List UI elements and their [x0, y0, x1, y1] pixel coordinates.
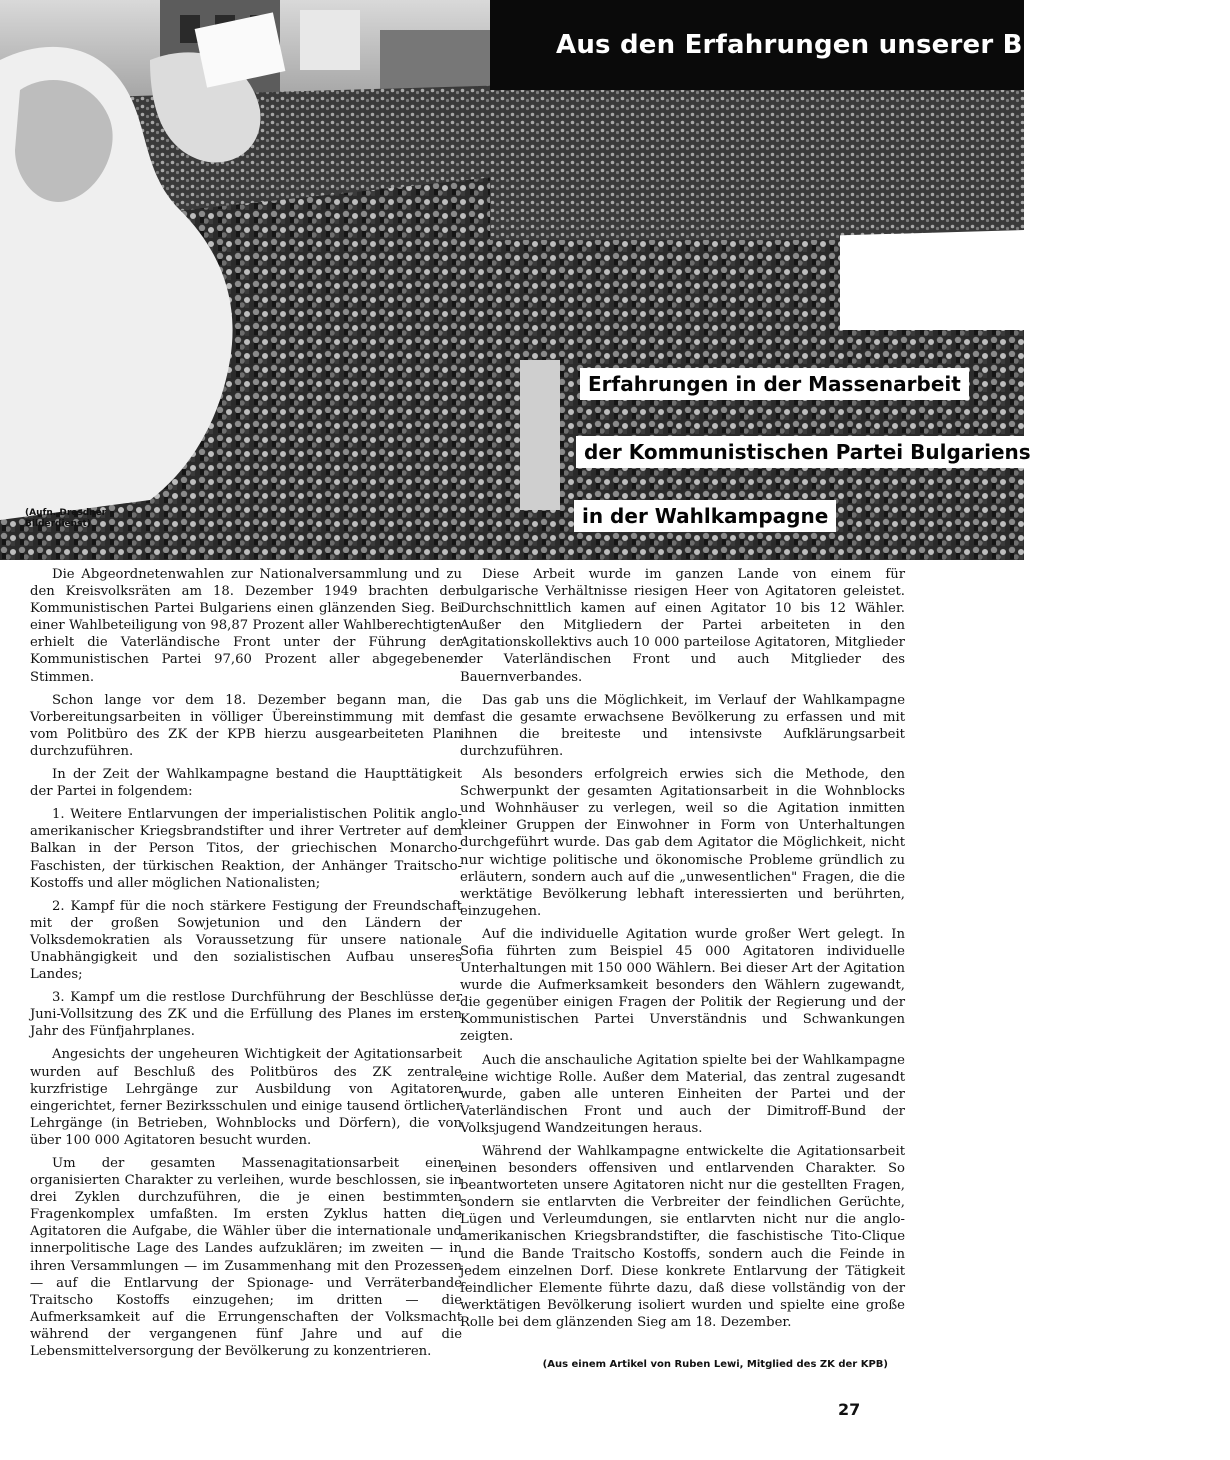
article-right-column	[460, 566, 905, 1337]
section-title: Aus den Erfahrungen unserer Bruderparteien	[490, 0, 1024, 90]
photo-credit-line: (Aufn. Dresdner	[25, 508, 107, 518]
page-number: 27	[838, 1400, 861, 1419]
paragraph: Um der gesamten Massenagitationsarbeit einen organisierten Charakter zu verleihen, wurde beschlossen, sie in drei Zyklen durchzuführen, die je einen bestimmten Fragenkomplex umfaßten. Im ersten Zyklus hatten die Agitatoren die Aufgabe, die Wähler über die internationale und innerpolitische Lage des Landes aufzuklären; im zweiten — in ihren Versammlungen — im Zusammenhang mit den Prozessen — auf die Entlarvung der Spionage- und Verräterbande Traitscho Kostoffs einzugehen; im dritten — die Aufmerksamkeit auf die Errungenschaften der Volksmacht während der vergangenen fünf Jahre und auf die Lebensmittelversorgung der Bevölkerung zu konzentrieren.	[30, 1156, 462, 1360]
article-left-column	[30, 566, 462, 1366]
paragraph: 1. Weitere Entlarvungen der imperialistischen Politik anglo-amerikanischer Kriegsbrandstifter und ihrer Vertreter auf dem Balkan in der Person Titos, der griechischen Monarcho-Faschisten, der türkischen Reaktion, der Anhänger Traitscho-Kostoffs und aller möglichen Nationalisten;	[30, 807, 462, 891]
paragraph: 3. Kampf um die restlose Durchführung der Beschlüsse der Juni-Vollsitzung des ZK und die Erfüllung des Planes im ersten Jahr des Fünfjahrplanes.	[30, 990, 462, 1040]
headline-line-3: in der Wahlkampagne	[574, 500, 836, 532]
paragraph: Als besonders erfolgreich erwies sich die Methode, den Schwerpunkt der gesamten Agitationsarbeit in die Wohnblocks und Wohnhäuser zu verlegen, weil so die Agitation inmitten kleiner Gruppen der Einwohner in Form von Unterhaltungen durchgeführt wurde. Das gab dem Agitator die Möglichkeit, nicht nur wichtige politische und ökonomische Probleme gründlich zu erläutern, sondern auch auf die „unwesentlichen" Fragen, die die werktätige Bevölkerung lebhaft interessierten und berührten, einzugehen.	[460, 767, 905, 919]
paragraph: 2. Kampf für die noch stärkere Festigung der Freundschaft mit der großen Sowjetunion und den Ländern der Volksdemokratien als Voraussetzung für unsere nationale Unabhängigkeit und den sozialistischen Aufbau unseres Landes;	[30, 898, 462, 983]
paragraph: Das gab uns die Möglichkeit, im Verlauf der Wahlkampagne fast die gesamte erwachsene Bevölkerung zu erfassen und mit ihnen die breiteste und intensivste Aufklärungsarbeit durchzuführen.	[460, 692, 905, 759]
paragraph: Die Abgeordnetenwahlen zur Nationalversammlung und zu den Kreisvolksräten am 18. Dezember 1949 brachten der Kommunistischen Partei Bulgariens einen glänzenden Sieg. Bei einer Wahlbeteiligung von 98,87 Prozent aller Wahlberechtigten erhielt die Vaterländische Front unter der Führung der Kommunistischen Partei 97,60 Prozent aller abgegebenen Stimmen.	[30, 567, 462, 685]
photo-credit-line: Bilderdienst)	[25, 519, 91, 529]
headline-line-1: Erfahrungen in der Massenarbeit	[580, 368, 969, 400]
paragraph: Auch die anschauliche Agitation spielte bei der Wahlkampagne eine wichtige Rolle. Außer dem Material, das zentral zugesandt wurde, gaben alle unteren Einheiten der Partei und der Vaterländischen Front und auch der Dimitroff-Bund der Volksjugend Wandzeitungen heraus.	[460, 1052, 905, 1136]
article-attribution: (Aus einem Artikel von Ruben Lewi, Mitglied des ZK der KPB)	[542, 1359, 888, 1370]
paragraph: Diese Arbeit wurde im ganzen Lande von einem für bulgarische Verhältnisse riesigen Heer von Agitatoren geleistet. Durchschnittlich kamen auf einen Agitator 10 bis 12 Wähler. Außer den Mitgliedern der Partei arbeiteten in den Agitationskollektivs auch 10 000 parteilose Agitatoren, Mitglieder der Vaterländischen Front und auch Mitglieder des Bauernverbandes.	[460, 567, 905, 685]
paragraph: Auf die individuelle Agitation wurde großer Wert gelegt. In Sofia führten zum Beispiel 45 000 Agitatoren individuelle Unterhaltungen mit 150 000 Wählern. Bei dieser Art der Agitation wurde die Aufmerksamkeit besonders den Wählern zugewandt, die gegenüber einigen Fragen der Politik der Regierung und der Kommunistischen Partei Unverständnis und Schwankungen zeigten.	[460, 926, 905, 1045]
paragraph: Angesichts der ungeheuren Wichtigkeit der Agitationsarbeit wurden auf Beschluß des Politbüros des ZK zentrale kurzfristige Lehrgänge zur Ausbildung von Agitatoren eingerichtet, ferner Bezirksschulen und einige tausend örtlicher Lehrgänge (in Betrieben, Wohnblocks und Dörfern), die von über 100 000 Agitatoren besucht wurden.	[30, 1047, 462, 1148]
paragraph: In der Zeit der Wahlkampagne bestand die Haupttätigkeit der Partei in folgendem:	[30, 767, 462, 800]
paragraph: Während der Wahlkampagne entwickelte die Agitationsarbeit einen besonders offensiven und entlarvenden Charakter. So beantworteten unsere Agitatoren nicht nur die gestellten Fragen, sondern sie entlarvten die Verbreiter der feindlichen Gerüchte, Lügen und Verleumdungen, sie entlarvten nicht nur die anglo-amerikanischen Kriegsbrandstifter, die faschistische Tito-Clique und die Bande Traitscho Kostoffs, sondern auch die Feinde in jedem einzelnen Dorf. Diese konkrete Entlarvung der Tätigkeit feindlicher Elemente führte dazu, daß diese vollständig von der werktätigen Bevölkerung isoliert wurden und spielte eine große Rolle bei dem glänzenden Sieg am 18. Dezember.	[460, 1144, 905, 1330]
photo-credit	[25, 508, 106, 530]
headline-line-2: der Kommunistischen Partei Bulgariens	[576, 436, 1039, 468]
paragraph: Schon lange vor dem 18. Dezember begann man, die Vorbereitungsarbeiten in völliger Übereinstimmung mit dem vom Politbüro des ZK der KPB hierzu ausgearbeiteten Plan durchzuführen.	[30, 692, 462, 759]
